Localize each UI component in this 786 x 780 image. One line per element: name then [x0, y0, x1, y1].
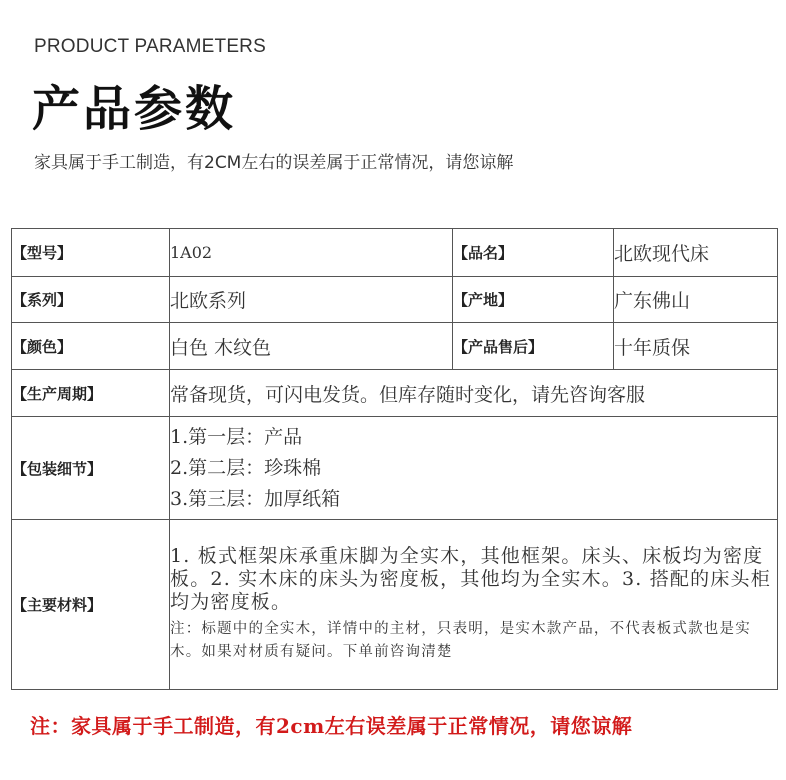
material-label: 【主要材料】: [12, 520, 170, 690]
material-note: 注：标题中的全实木，详情中的主材，只表明，是实木款产品，不代表板式款也是实木。如果对材质有疑问。下单前咨询清楚: [170, 621, 751, 660]
packing-label: 【包装细节】: [12, 417, 170, 520]
name-label: 【品名】: [453, 229, 614, 277]
packing-item: 2.第二层：珍珠棉: [170, 456, 322, 479]
parameters-table: [11, 228, 778, 690]
packing-item: 3.第三层：加厚纸箱: [170, 487, 341, 510]
footer-note: 注：家具属于手工制造，有2cm左右误差属于正常情况，请您谅解: [30, 714, 633, 738]
table-row: [12, 323, 778, 370]
subtitle: 家具属于手工制造，有2CM左右的误差属于正常情况，请您谅解: [34, 153, 514, 173]
origin-value: 广东佛山: [614, 277, 778, 323]
cycle-value: 常备现货，可闪电发货。但库存随时变化，请先咨询客服: [170, 370, 778, 417]
name-value: 北欧现代床: [614, 229, 778, 277]
page-title: 产品参数: [32, 81, 237, 137]
material-cell: [170, 520, 778, 690]
aftersale-label: 【产品售后】: [453, 323, 614, 370]
table-row: [12, 520, 778, 690]
packing-item: 1.第一层：产品: [170, 425, 303, 448]
table-row: [12, 277, 778, 323]
color-label: 【颜色】: [12, 323, 170, 370]
color-value: 白色 木纹色: [170, 323, 453, 370]
table-row: [12, 229, 778, 277]
table-row: [12, 417, 778, 520]
origin-label: 【产地】: [453, 277, 614, 323]
aftersale-value: 十年质保: [614, 323, 778, 370]
model-value: 1A02: [170, 229, 453, 277]
english-title: PRODUCT PARAMETERS: [34, 36, 266, 57]
cycle-label: 【生产周期】: [12, 370, 170, 417]
table-row: [12, 370, 778, 417]
material-text: 1. 板式框架床承重床脚为全实木，其他框架。床头、床板均为密度板。2. 实木床的床头为密度板，其他均为全实木。3. 搭配的床头柜均为密度板。: [170, 545, 771, 613]
model-label: 【型号】: [12, 229, 170, 277]
packing-list: [170, 417, 778, 520]
series-label: 【系列】: [12, 277, 170, 323]
series-value: 北欧系列: [170, 277, 453, 323]
